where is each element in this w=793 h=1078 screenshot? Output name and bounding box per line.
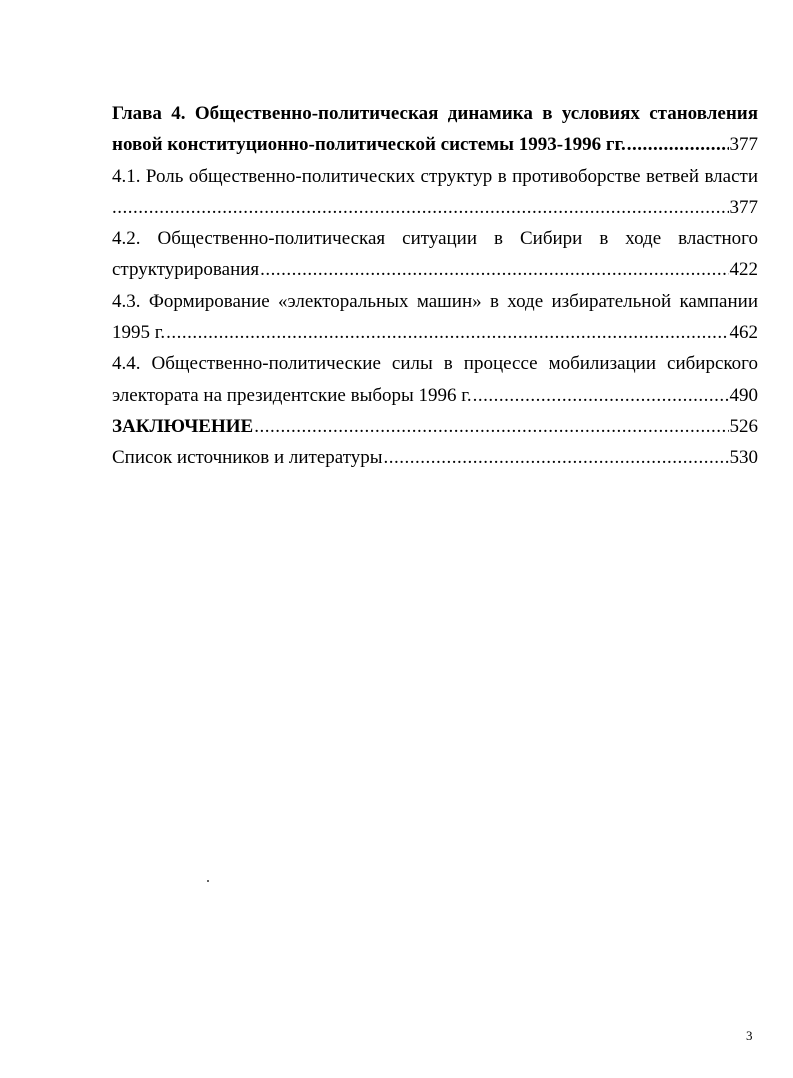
toc-entry-sources	[112, 442, 758, 473]
toc-entry-title: Список источников и литературы	[112, 447, 383, 469]
toc-page-number: 462	[729, 322, 758, 344]
toc-entry-title-line: Глава 4. Общественно-политическая динамика в условиях становления	[112, 103, 758, 124]
toc-entry-title-line	[112, 129, 758, 160]
toc-entry-title-line	[112, 380, 758, 411]
toc-entry-title-line	[112, 254, 758, 285]
toc-entry-title-line: 4.4. Общественно-политические силы в процессе мобилизации сибирского	[112, 353, 758, 375]
dot-leader	[384, 442, 729, 473]
toc-page-number: 490	[729, 384, 758, 406]
scan-speck	[207, 880, 209, 882]
toc-page-number: 422	[729, 259, 758, 281]
toc-entry-conclusion	[112, 411, 758, 442]
toc-entry-title: электората на президентские выборы 1996 г.	[112, 384, 472, 406]
toc-page-number: 526	[729, 415, 758, 437]
toc-entry-title-line	[112, 192, 758, 223]
toc-entry-title: новой конституционно-политической системы 1993-1996 гг.	[112, 134, 626, 156]
toc-page-number: 377	[729, 196, 758, 218]
dot-leader	[627, 129, 729, 160]
dot-leader	[166, 317, 728, 348]
toc-entry-title-line: 4.1. Роль общественно-политических структур в противоборстве ветвей власти	[112, 165, 758, 187]
toc-entry-title-line: 4.2. Общественно-политическая ситуации в Сибири в ходе властного	[112, 228, 758, 250]
dot-leader	[112, 192, 729, 223]
page-number: 3	[746, 1028, 753, 1043]
toc-entry-section-4-4	[112, 348, 758, 411]
toc-entry-section-4-3	[112, 286, 758, 349]
dot-leader	[260, 254, 728, 285]
toc-entry-section-4-1	[112, 161, 758, 224]
toc-entry-title-line: 4.3. Формирование «электоральных машин» в ходе избирательной кампании	[112, 290, 758, 312]
toc-page-number: 377	[729, 134, 758, 156]
toc-entry-section-4-2	[112, 223, 758, 286]
table-of-contents	[112, 98, 758, 474]
toc-entry-title-line	[112, 442, 758, 473]
toc-entry-title-line	[112, 317, 758, 348]
toc-entry-title: структурирования	[112, 259, 260, 281]
toc-page-number: 530	[729, 447, 758, 469]
toc-entry-title: 1995 г.	[112, 322, 166, 344]
toc-entry-title: ЗАКЛЮЧЕНИЕ	[112, 415, 254, 437]
toc-entry-title-line	[112, 411, 758, 442]
dot-leader	[473, 380, 729, 411]
toc-entry-chapter-4	[112, 98, 758, 161]
dot-leader	[254, 411, 728, 442]
